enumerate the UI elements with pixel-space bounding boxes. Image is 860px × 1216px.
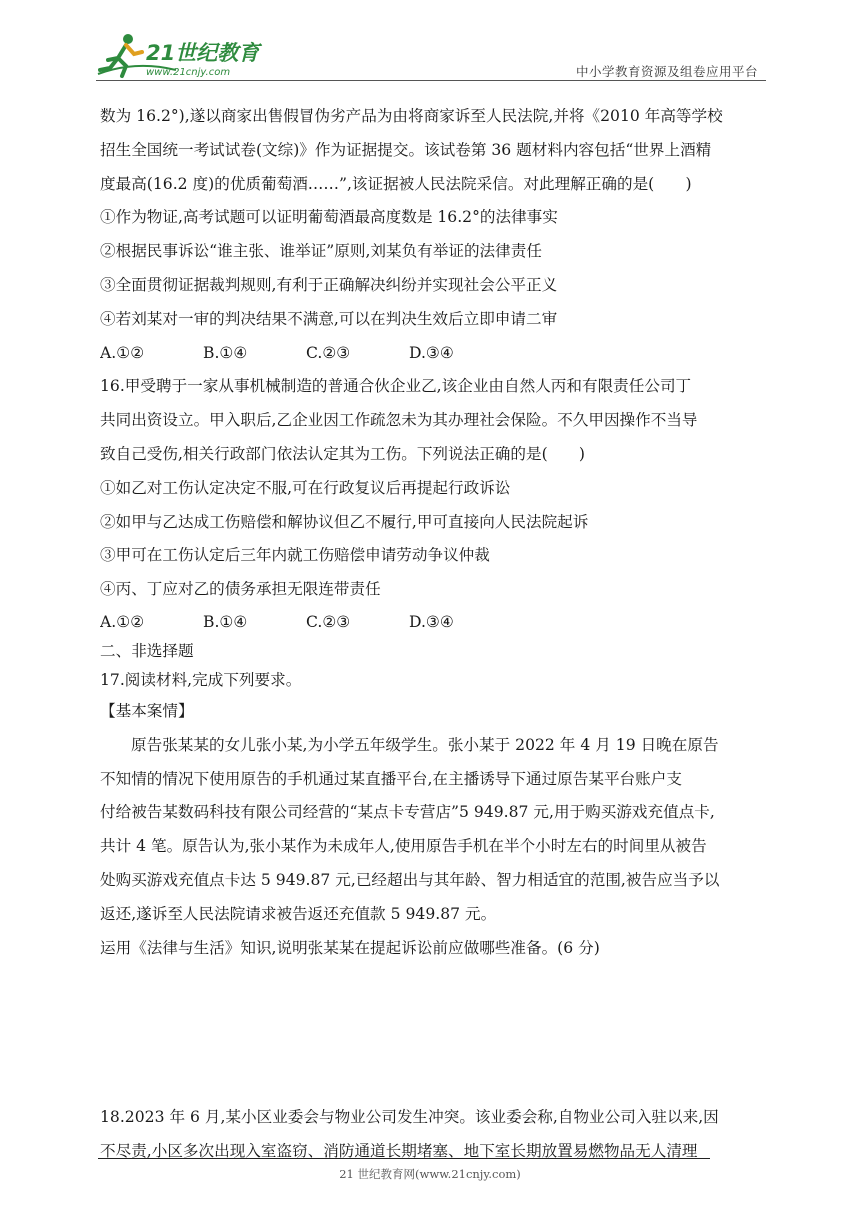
header-divider	[96, 80, 766, 81]
footer-text[interactable]: 21 世纪教育网(www.21cnjy.com)	[339, 1167, 521, 1181]
q16-option-c[interactable]: C.②③	[306, 612, 351, 631]
site-logo[interactable]	[96, 30, 266, 80]
q15-option-a[interactable]: A.①②	[100, 343, 145, 362]
q16-item-4: ④丙、丁应对乙的债务承担无限连带责任	[100, 580, 381, 599]
q15-option-c[interactable]: C.②③	[306, 343, 351, 362]
q18-line-2: 不尽责,小区多次出现入室盗窃、消防通道长期堵塞、地下室长期放置易燃物品无人清理	[100, 1142, 698, 1161]
q16-option-d[interactable]: D.③④	[409, 612, 454, 631]
q15-option-b[interactable]: B.①④	[203, 343, 248, 362]
q15-item-2: ②根据民事诉讼“谁主张、谁举证”原则,刘某负有举证的法律责任	[100, 242, 542, 261]
document-body	[100, 100, 768, 1169]
q15-line-1: 数为 16.2°),遂以商家出售假冒伪劣产品为由将商家诉至人民法院,并将《2010 年高等学校	[100, 107, 723, 125]
q16-item-1: ①如乙对工伤认定决定不服,可在行政复议后再提起行政诉讼	[100, 478, 511, 497]
q17-para-line-5: 处购买游戏充值点卡达 5 949.87 元,已经超出与其年龄、智力相适宜的范围,被告应当予以	[100, 870, 720, 889]
q15-item-1: ①作为物证,高考试题可以证明葡萄酒最高度数是 16.2°的法律事实	[100, 208, 558, 227]
q15-item-4: ④若刘某对一审的判决结果不满意,可以在判决生效后立即申请二审	[100, 309, 558, 328]
q17-question: 运用《法律与生活》知识,说明张某某在提起诉讼前应做哪些准备。(6 分)	[100, 938, 600, 957]
q16-option-b[interactable]: B.①④	[203, 612, 248, 631]
q15-item-3: ③全面贯彻证据裁判规则,有利于正确解决纠纷并实现社会公平正义	[100, 275, 558, 294]
q17-para-line-2: 不知情的情况下使用原告的手机通过某直播平台,在主播诱导下通过原告某平台账户支	[100, 769, 682, 788]
q17-para-line-3: 付给被告某数码科技有限公司经营的“某点卡专营店”5 949.87 元,用于购买游戏充值点卡,	[100, 803, 715, 822]
q16-option-a[interactable]: A.①②	[100, 612, 145, 631]
section-heading-non-choice: 二、非选择题	[100, 641, 194, 660]
q15-options	[100, 337, 768, 371]
q16-item-2: ②如甲与乙达成工伤赔偿和解协议但乙不履行,甲可直接向人民法院起诉	[100, 512, 589, 531]
q16-line-3: 致自己受伤,相关行政部门依法认定其为工伤。下列说法正确的是( )	[100, 444, 585, 463]
page-header	[96, 30, 766, 82]
q16-item-3: ③甲可在工伤认定后三年内就工伤赔偿申请劳动争议仲裁	[100, 546, 490, 565]
header-platform-text: 中小学教育资源及组卷应用平台	[575, 64, 758, 79]
logo-main-text: 21世纪教育	[146, 41, 260, 65]
q15-line-3: 度最高(16.2 度)的优质葡萄酒……”,该证据被人民法院采信。对此理解正确的是( )	[100, 174, 692, 193]
q15-option-d[interactable]: D.③④	[409, 343, 454, 362]
q17-case-heading: 【基本案情】	[100, 701, 194, 720]
q16-line-2: 共同出资设立。甲入职后,乙企业因工作疏忽未为其办理社会保险。不久甲因操作不当导	[100, 411, 698, 430]
q16-options	[100, 607, 768, 637]
q17-para-line-1: 原告张某某的女儿张小某,为小学五年级学生。张小某于 2022 年 4 月 19 日晚在原告	[131, 735, 719, 754]
q18-line-1: 18.2023 年 6 月,某小区业委会与物业公司发生冲突。该业委会称,自物业公司入驻以来,因	[100, 1108, 719, 1127]
q17-title: 17.阅读材料,完成下列要求。	[100, 670, 302, 689]
answer-space[interactable]	[100, 965, 768, 1101]
q17-para-line-6: 返还,遂诉至人民法院请求被告返还充值款 5 949.87 元。	[100, 904, 497, 923]
q16-line-1: 16.甲受聘于一家从事机械制造的普通合伙企业乙,该企业由自然人丙和有限责任公司丁	[100, 377, 692, 396]
logo-url-text: www.21cnjy.com	[146, 67, 231, 78]
q17-para-line-4: 共计 4 笔。原告认为,张小某作为未成年人,使用原告手机在半个小时左右的时间里从被告	[100, 837, 707, 856]
q15-line-2: 招生全国统一考试试卷(文综)》作为证据提交。该试卷第 36 题材料内容包括“世界上酒精	[100, 140, 712, 159]
footer-divider	[98, 1158, 710, 1159]
